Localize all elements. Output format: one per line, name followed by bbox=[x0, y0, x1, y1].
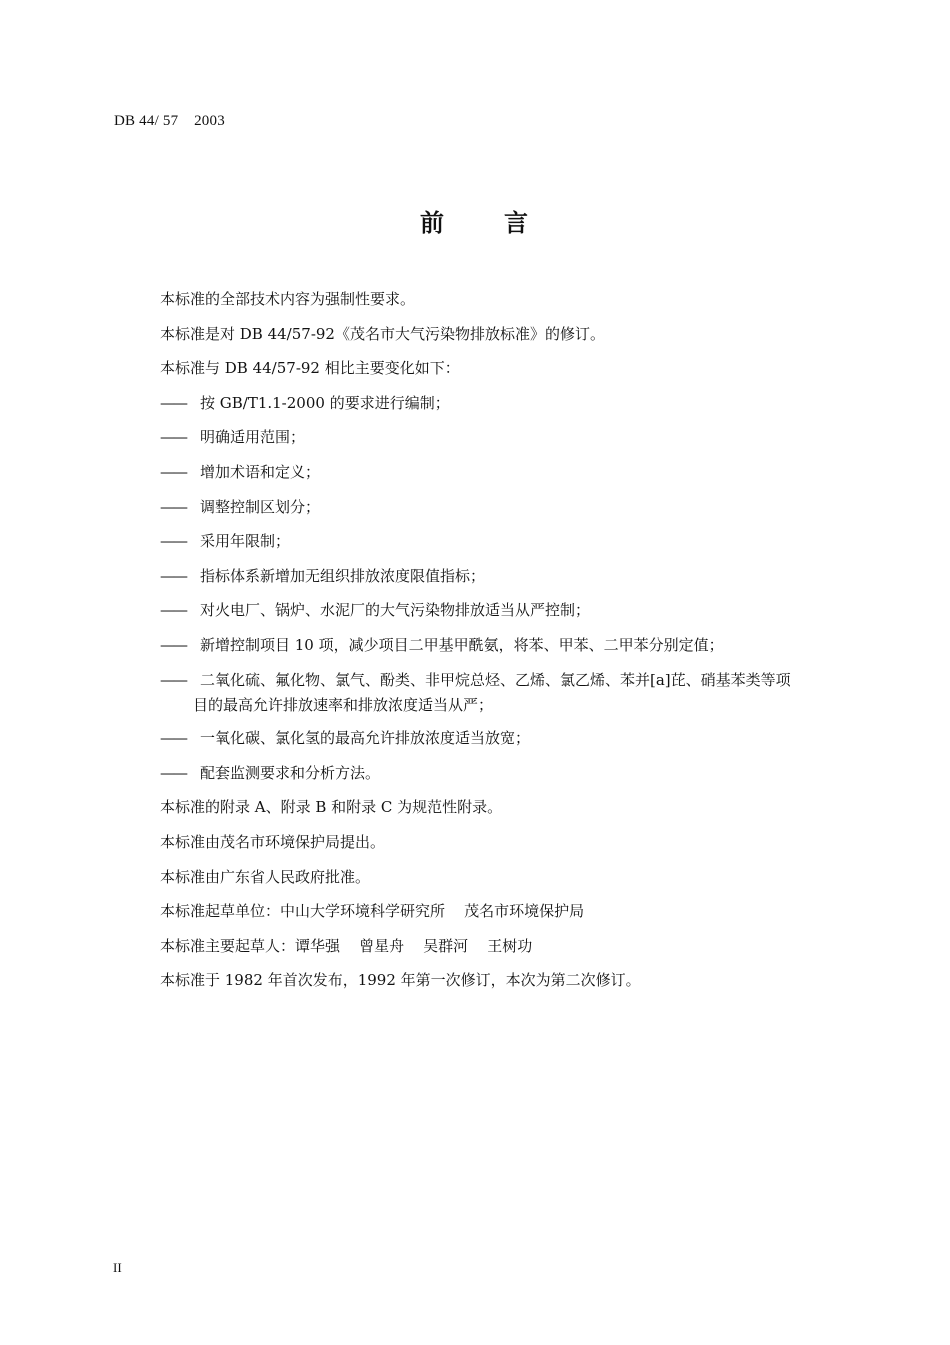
dash-bullet: —— bbox=[160, 601, 186, 620]
paragraph-proposer: 本标准由茂名市环境保护局提出。 bbox=[160, 832, 386, 851]
paragraph-approver: 本标准由广东省人民政府批准。 bbox=[160, 867, 371, 886]
paragraph-mandatory: 本标准的全部技术内容为强制性要求。 bbox=[160, 290, 416, 308]
document-code: DB 44/ 57 2003 bbox=[114, 113, 225, 129]
paragraph-history: 本标准于 1982 年首次发布，1992 年第一次修订，本次为第二次修订。 bbox=[160, 971, 641, 990]
list-item bbox=[160, 494, 870, 520]
list-item bbox=[160, 725, 870, 751]
list-item bbox=[160, 563, 870, 589]
dash-bullet: —— bbox=[160, 497, 186, 516]
paragraph-drafters: 本标准主要起草人：谭华强 曾星舟 吴群河 王树功 bbox=[160, 936, 533, 955]
list-item bbox=[160, 424, 870, 450]
list-item-text: 配套监测要求和分析方法。 bbox=[200, 763, 381, 782]
paragraph-drafting-units: 本标准起草单位：中山大学环境科学研究所 茂名市环境保护局 bbox=[160, 902, 585, 921]
list-item bbox=[160, 760, 870, 786]
page-title bbox=[0, 203, 950, 238]
dash-bullet: —— bbox=[160, 635, 186, 654]
list-item bbox=[160, 390, 870, 416]
dash-bullet: —— bbox=[160, 393, 186, 412]
list-item-text-line2: 目的最高允许排放速率和排放浓度适当从严； bbox=[193, 695, 494, 714]
list-item bbox=[160, 632, 870, 658]
paragraph-changes-intro: 本标准与 DB 44/57-92 相比主要变化如下： bbox=[160, 359, 460, 378]
list-item-text: 采用年限制； bbox=[200, 532, 291, 551]
title-char-2: 言 bbox=[504, 208, 530, 237]
foreword-body bbox=[160, 286, 870, 1002]
list-item-text: 对火电厂、锅炉、水泥厂的大气污染物排放适当从严控制； bbox=[200, 601, 591, 620]
dash-bullet: —— bbox=[160, 729, 186, 748]
list-item-text: 一氧化碳、氯化氢的最高允许排放浓度适当放宽； bbox=[200, 729, 531, 748]
list-item bbox=[160, 528, 870, 554]
list-item bbox=[160, 459, 870, 485]
dash-bullet: —— bbox=[160, 566, 186, 585]
list-item-text: 明确适用范围； bbox=[200, 428, 306, 447]
title-char-1: 前 bbox=[420, 208, 446, 237]
dash-bullet: —— bbox=[160, 462, 186, 481]
list-item-text: 按 GB/T1.1-2000 的要求进行编制； bbox=[200, 393, 450, 412]
paragraph-appendix: 本标准的附录 A、附录 B 和附录 C 为规范性附录。 bbox=[160, 798, 503, 817]
list-item-text-line1: 二氧化硫、氟化物、氯气、酚类、非甲烷总烃、乙烯、氯乙烯、苯并[a]芘、硝基苯类等项 bbox=[200, 670, 791, 689]
list-item bbox=[160, 667, 870, 717]
dash-bullet: —— bbox=[160, 763, 186, 782]
list-item bbox=[160, 597, 870, 623]
list-item-text: 调整控制区划分； bbox=[200, 497, 321, 516]
dash-bullet: —— bbox=[160, 428, 186, 447]
list-item-text: 增加术语和定义； bbox=[200, 462, 321, 481]
dash-bullet: —— bbox=[160, 532, 186, 551]
dash-bullet: —— bbox=[160, 670, 186, 689]
list-item-text: 指标体系新增加无组织排放浓度限值指标； bbox=[200, 566, 486, 585]
page-number: II bbox=[113, 1260, 122, 1275]
paragraph-revision: 本标准是对 DB 44/57-92《茂名市大气污染物排放标准》的修订。 bbox=[160, 324, 605, 343]
list-item-text: 新增控制项目 10 项，减少项目二甲基甲酰氨，将苯、甲苯、二甲苯分别定值； bbox=[200, 635, 724, 654]
